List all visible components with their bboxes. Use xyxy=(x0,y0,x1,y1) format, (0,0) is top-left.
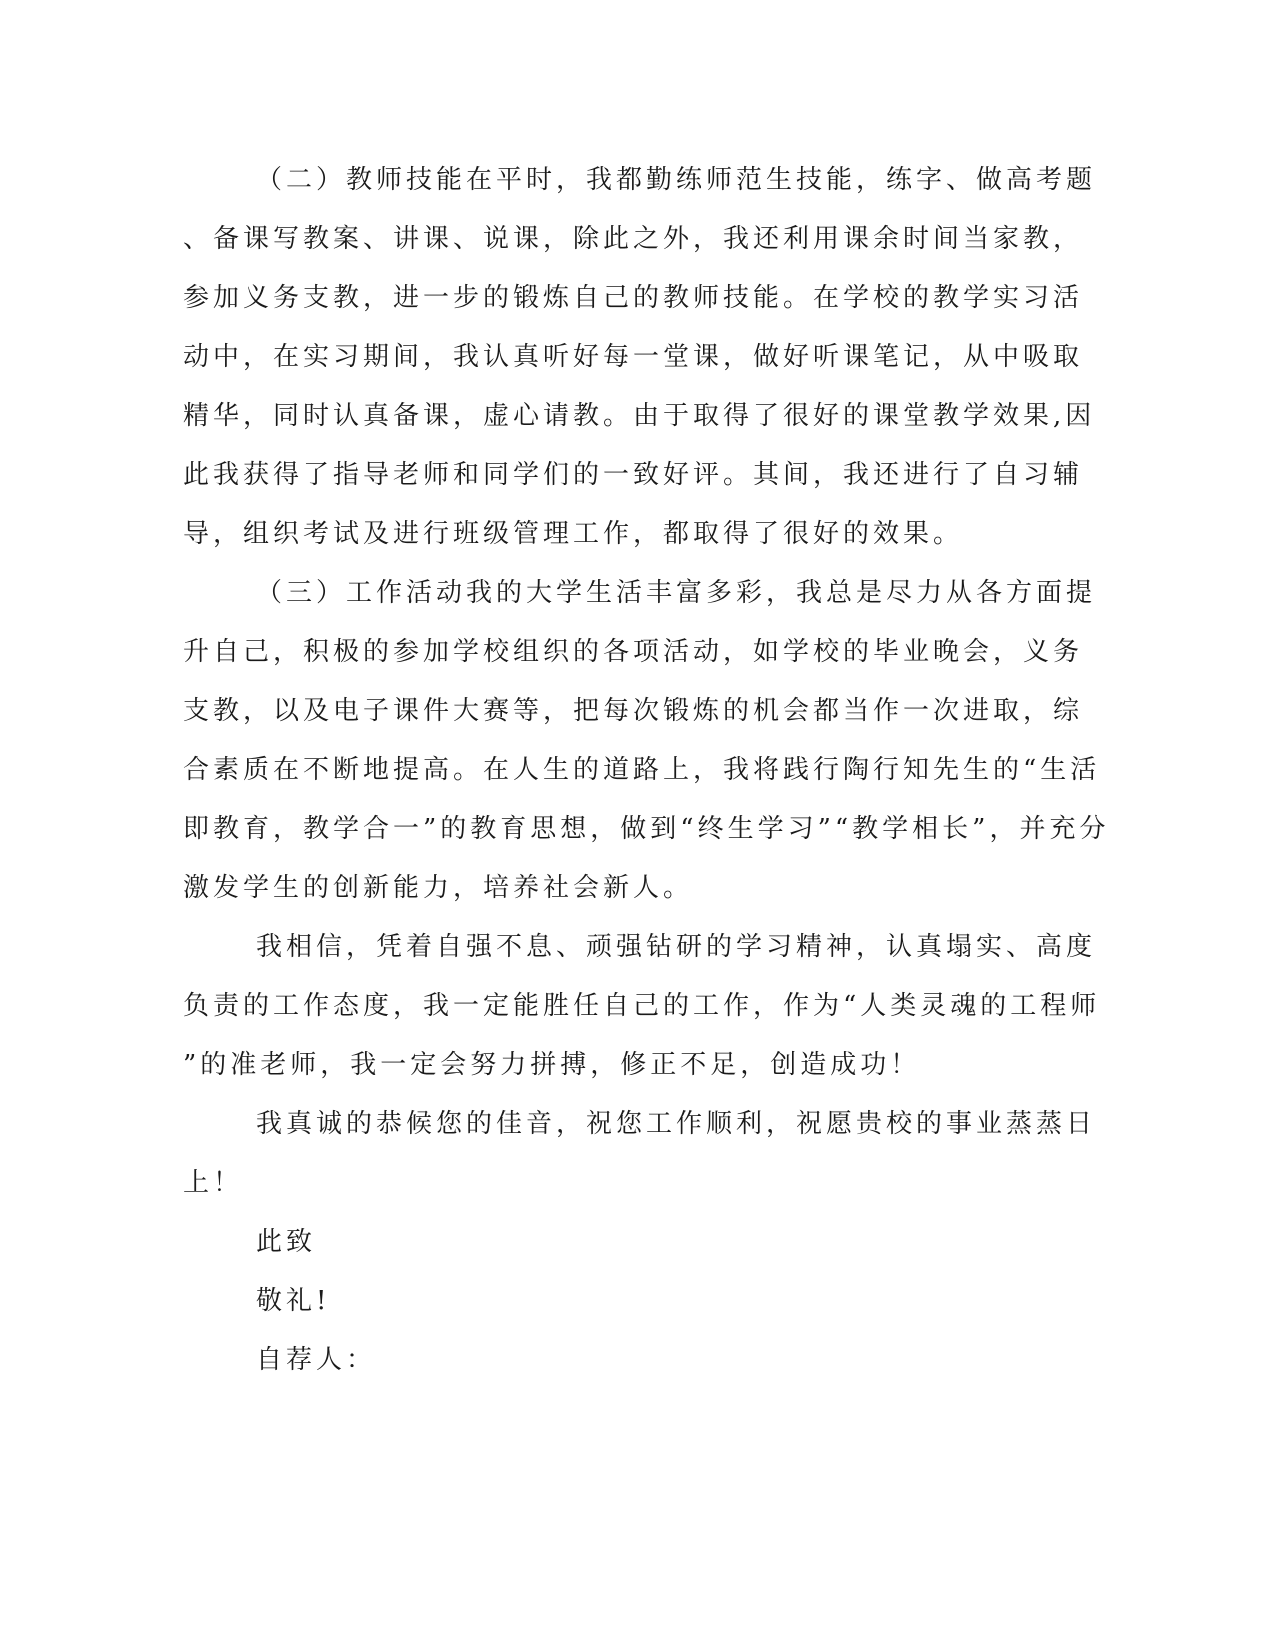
paragraph-3-line-1: （三）工作活动我的大学生活丰富多彩，我总是尽力从各方面提 xyxy=(256,578,1097,608)
signature-label: 自荐人： xyxy=(256,1345,377,1375)
paragraph-2-line-2: 、备课写教案、讲课、说课，除此之外，我还利用课余时间当家教， xyxy=(183,224,1084,254)
paragraph-5-line-1: 我真诚的恭候您的佳音，祝您工作顺利，祝愿贵校的事业蒸蒸日 xyxy=(256,1109,1097,1139)
paragraph-2-line-4: 动中，在实习期间，我认真听好每一堂课，做好听课笔记，从中吸取 xyxy=(183,342,1084,372)
paragraph-2-line-7: 导，组织考试及进行班级管理工作，都取得了很好的效果。 xyxy=(183,519,964,549)
paragraph-3-line-4: 合素质在不断地提高。在人生的道路上，我将践行陶行知先生的“生活 xyxy=(183,755,1101,785)
closing-salutation: 此致 xyxy=(256,1227,317,1257)
paragraph-4-line-3: ”的准老师，我一定会努力拼搏，修正不足，创造成功！ xyxy=(183,1050,921,1080)
paragraph-3-line-6: 激发学生的创新能力，培养社会新人。 xyxy=(183,873,694,903)
paragraph-3-line-3: 支教，以及电子课件大赛等，把每次锻炼的机会都当作一次进取，综 xyxy=(183,696,1084,726)
paragraph-2-line-1: （二）教师技能在平时，我都勤练师范生技能，练字、做高考题 xyxy=(256,165,1097,195)
paragraph-3-line-2: 升自己，积极的参加学校组织的各项活动，如学校的毕业晚会，义务 xyxy=(183,637,1084,667)
paragraph-3-line-5: 即教育，教学合一”的教育思想，做到“终生学习”“教学相长”，并充分 xyxy=(183,814,1110,844)
paragraph-5-line-2: 上！ xyxy=(183,1168,244,1198)
closing-regards: 敬礼! xyxy=(256,1286,331,1316)
paragraph-2-line-3: 参加义务支教，进一步的锻炼自己的教师技能。在学校的教学实习活 xyxy=(183,283,1084,313)
paragraph-4-line-2: 负责的工作态度，我一定能胜任自己的工作，作为“人类灵魂的工程师 xyxy=(183,991,1101,1021)
paragraph-2-line-6: 此我获得了指导老师和同学们的一致好评。其间，我还进行了自习辅 xyxy=(183,460,1084,490)
paragraph-4-line-1: 我相信，凭着自强不息、顽强钻研的学习精神，认真塌实、高度 xyxy=(256,932,1097,962)
paragraph-2-line-5: 精华，同时认真备课，虚心请教。由于取得了很好的课堂教学效果,因 xyxy=(183,401,1096,431)
